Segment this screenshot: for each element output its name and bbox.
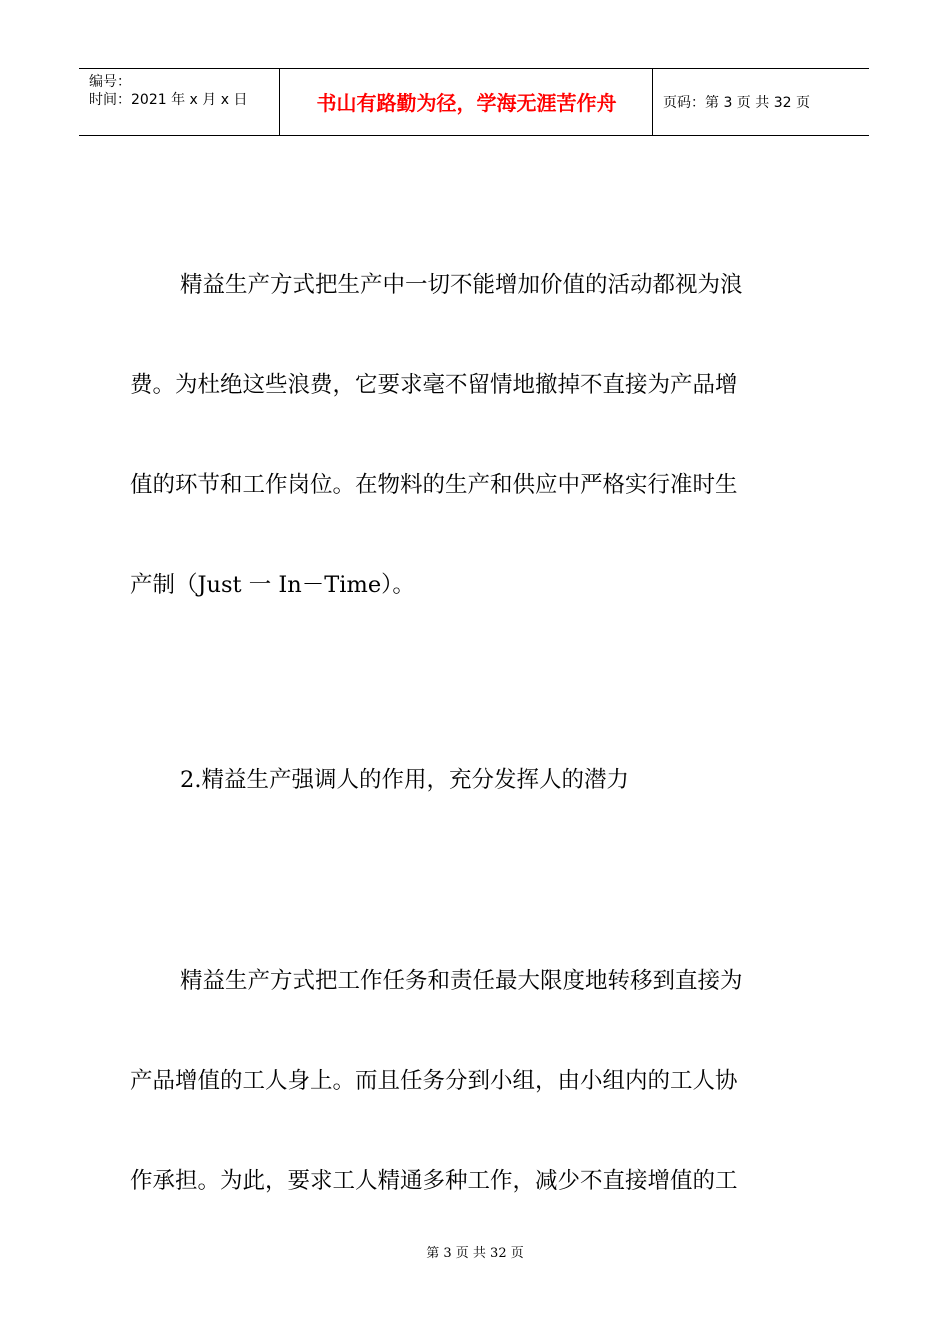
- serial-label: 编号：: [89, 74, 131, 90]
- paragraph-1-line: 精益生产方式把生产中一切不能增加价值的活动都视为浪: [180, 272, 743, 298]
- page-footer: 第 3 页 共 32 页: [426, 1246, 524, 1261]
- paragraph-2-line: 产品增值的工人身上。而且任务分到小组，由小组内的工人协: [130, 1068, 738, 1094]
- motto: 书山有路勤为径，学海无涯苦作舟: [316, 91, 617, 115]
- header-meta-cell: [79, 69, 280, 135]
- section-heading-2: 2.精益生产强调人的作用，充分发挥人的潜力: [180, 767, 629, 793]
- header-motto-cell: [280, 69, 653, 135]
- paragraph-2-line: 精益生产方式把工作任务和责任最大限度地转移到直接为: [180, 968, 743, 994]
- paragraph-1-line: 产制（Just 一 In－Time）。: [130, 572, 415, 598]
- paragraph-1-line: 值的环节和工作岗位。在物料的生产和供应中严格实行准时生: [130, 472, 738, 498]
- paragraph-1: [130, 270, 820, 670]
- paragraph-1-line: 费。为杜绝这些浪费，它要求毫不留情地撤掉不直接为产品增: [130, 372, 738, 398]
- paragraph-2: [130, 966, 820, 1266]
- paragraph-2-line: 作承担。为此，要求工人精通多种工作，减少不直接增值的工: [130, 1168, 738, 1194]
- date-label: 时间：2021 年 x 月 x 日: [89, 92, 248, 108]
- page-header: [79, 68, 869, 136]
- header-page-cell: [653, 69, 869, 135]
- page-info: 页码：第 3 页 共 32 页: [663, 95, 810, 111]
